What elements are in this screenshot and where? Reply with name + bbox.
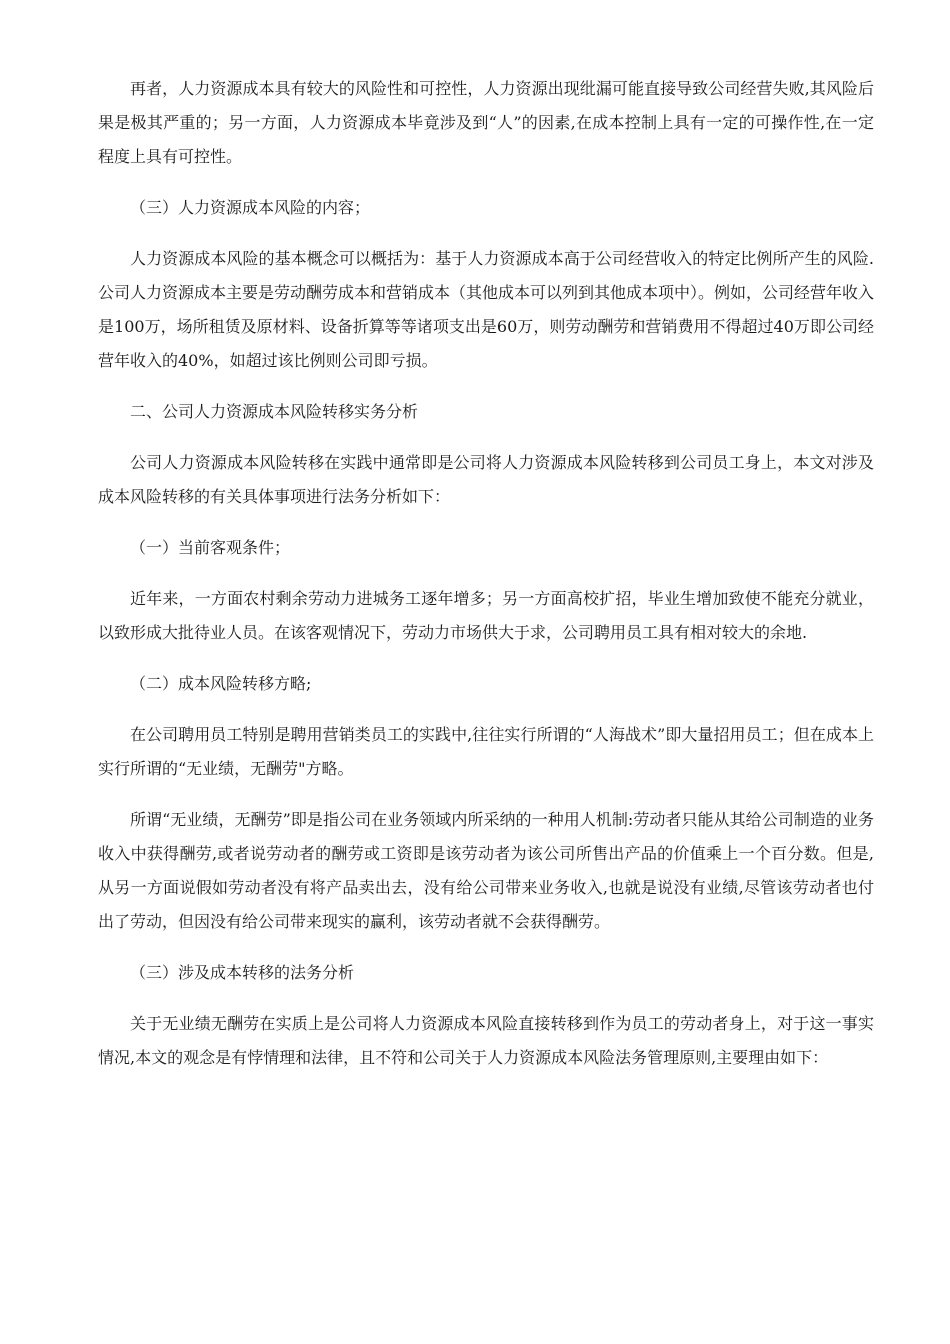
heading-transfer-strategy: （二）成本风险转移方略; [130, 674, 312, 693]
heading-risk-content: （三）人力资源成本风险的内容； [130, 198, 371, 217]
paragraph-section-two-intro: 公司人力资源成本风险转移在实践中通常即是公司将人力资源成本风险转移到公司员工身上，本文对涉及成本风险转移的有关具体事项进行法务分析如下： [98, 453, 874, 506]
paragraph-risk-controllability: 再者，人力资源成本具有较大的风险性和可控性，人力资源出现纰漏可能直接导致公司经营失败,其风险后果是极其严重的；另一方面，人力资源成本毕竟涉及到“人”的因素,在成本控制上具有一定的可操作性,在一定程度上具有可控性。 [98, 79, 874, 166]
paragraph-risk-definition: 人力资源成本风险的基本概念可以概括为：基于人力资源成本高于公司经营收入的特定比例所产生的风险.公司人力资源成本主要是劳动酬劳成本和营销成本（其他成本可以列到其他成本项中）。例如，公司经营年收入是100万，场所租赁及原材料、设备折算等等诸项支出是60万，则劳动酬劳和营销费用不得超过40万即公司经营年收入的40%，如超过该比例则公司即亏损。 [98, 249, 875, 370]
heading-section-two: 二、公司人力资源成本风险转移实务分析 [130, 402, 419, 421]
paragraph-transfer-strategy: 在公司聘用员工特别是聘用营销类员工的实践中,往往实行所谓的“人海战术”即大量招用员工；但在成本上实行所谓的“无业绩，无酬劳"方略。 [98, 725, 874, 778]
paragraph-no-performance-no-pay: 所谓“无业绩，无酬劳”即是指公司在业务领域内所采纳的一种用人机制:劳动者只能从其给公司制造的业务收入中获得酬劳,或者说劳动者的酬劳或工资即是该劳动者为该公司所售出产品的价值乘上一个百分数。但是,从另一方面说假如劳动者没有将产品卖出去，没有给公司带来业务收入,也就是说没有业绩,尽管该劳动者也付出了劳动，但因没有给公司带来现实的赢利，该劳动者就不会获得酬劳。 [98, 810, 874, 931]
heading-legal-analysis: （三）涉及成本转移的法务分析 [130, 963, 355, 982]
document-page [98, 72, 874, 1075]
heading-objective-conditions: （一）当前客观条件； [130, 538, 291, 557]
paragraph-objective-conditions: 近年来，一方面农村剩余劳动力进城务工逐年增多；另一方面高校扩招，毕业生增加致使不能充分就业，以致形成大批待业人员。在该客观情况下，劳动力市场供大于求，公司聘用员工具有相对较大的余地. [98, 589, 874, 642]
paragraph-legal-analysis: 关于无业绩无酬劳在实质上是公司将人力资源成本风险直接转移到作为员工的劳动者身上，对于这一事实情况,本文的观念是有悖情理和法律，且不符和公司关于人力资源成本风险法务管理原则,主要理由如下： [98, 1014, 874, 1067]
